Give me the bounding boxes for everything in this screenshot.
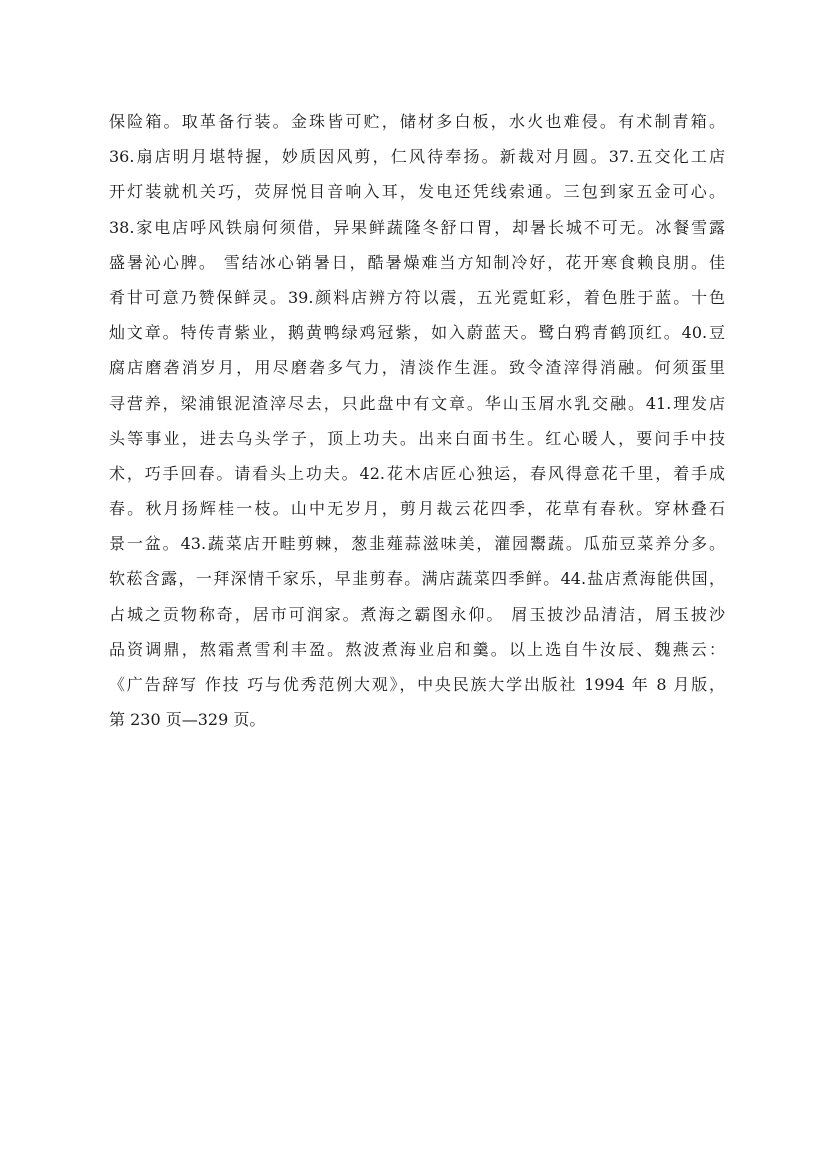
text-line: 占城之贡物称奇，居市可润家。煮海之霸图永仰。 屑玉披沙品清洁，屑玉披沙 <box>109 604 725 624</box>
body-text <box>109 104 725 737</box>
text-line: 灿文章。特传青紫业，鹅黄鸭绿鸡冠紫，如入蔚蓝天。鹭白鸦青鹤顶红。40.豆 <box>109 323 725 343</box>
text-line: 春。秋月扬辉桂一枝。山中无岁月，剪月裁云花四季，花草有春秋。穿林叠石 <box>109 499 725 519</box>
text-line: 头等事业，进去乌头学子，顶上功夫。出来白面书生。红心暖人，要问手中技 <box>109 428 725 448</box>
text-line: 景一盆。43.蔬菜店开畦剪棘，葱韭薤蒜滋味美，灌园鬻蔬。瓜茄豆菜养分多。 <box>109 534 725 554</box>
text-line: 腐店磨砻消岁月，用尽磨砻多气力，清淡作生涯。致令渣滓得消融。何须蛋里 <box>109 358 725 378</box>
text-line: 肴甘可意乃赞保鲜灵。39.颜料店辨方符以震，五光霓虹彩，着色胜于蓝。十色 <box>109 287 725 307</box>
text-line: 第 230 页—329 页。 <box>109 710 266 730</box>
text-line: 开灯装就机关巧，荧屏悦目音响入耳，发电还凭线索通。三包到家五金可心。 <box>109 182 725 202</box>
text-line: 术，巧手回春。请看头上功夫。42.花木店匠心独运，春风得意花千里，着手成 <box>109 463 725 483</box>
text-line: 36.扇店明月堪特握，妙质因风剪，仁风待奉扬。新裁对月圆。37.五交化工店 <box>109 147 725 167</box>
text-line: 软菘含露，一拜深情千家乐，早韭剪春。满店蔬菜四季鲜。44.盐店煮海能供国， <box>109 569 725 589</box>
text-line: 品资调鼎，熬霜煮雪利丰盈。熬波煮海业启和羹。以上选自牛汝辰、魏燕云： <box>109 639 725 659</box>
text-line: 保险箱。取革备行装。金珠皆可贮，储材多白板，水火也难侵。有术制青箱。 <box>109 112 725 131</box>
text-line: 38.家电店呼风铁扇何须借，异果鲜蔬隆冬舒口胃，却暑长城不可无。冰餐雪露 <box>109 217 725 237</box>
text-line: 盛暑沁心脾。 雪结冰心销暑日，酷暑燥难当方知制冷好，花开寒食赖良朋。佳 <box>109 252 725 272</box>
text-line: 《广告辞写 作技 巧与优秀范例大观》，中央民族大学出版社 1994 年 8 月版， <box>109 675 725 694</box>
text-line: 寻营养，梁浦银泥渣滓尽去，只此盘中有文章。华山玉屑水乳交融。41.理发店 <box>109 393 725 413</box>
